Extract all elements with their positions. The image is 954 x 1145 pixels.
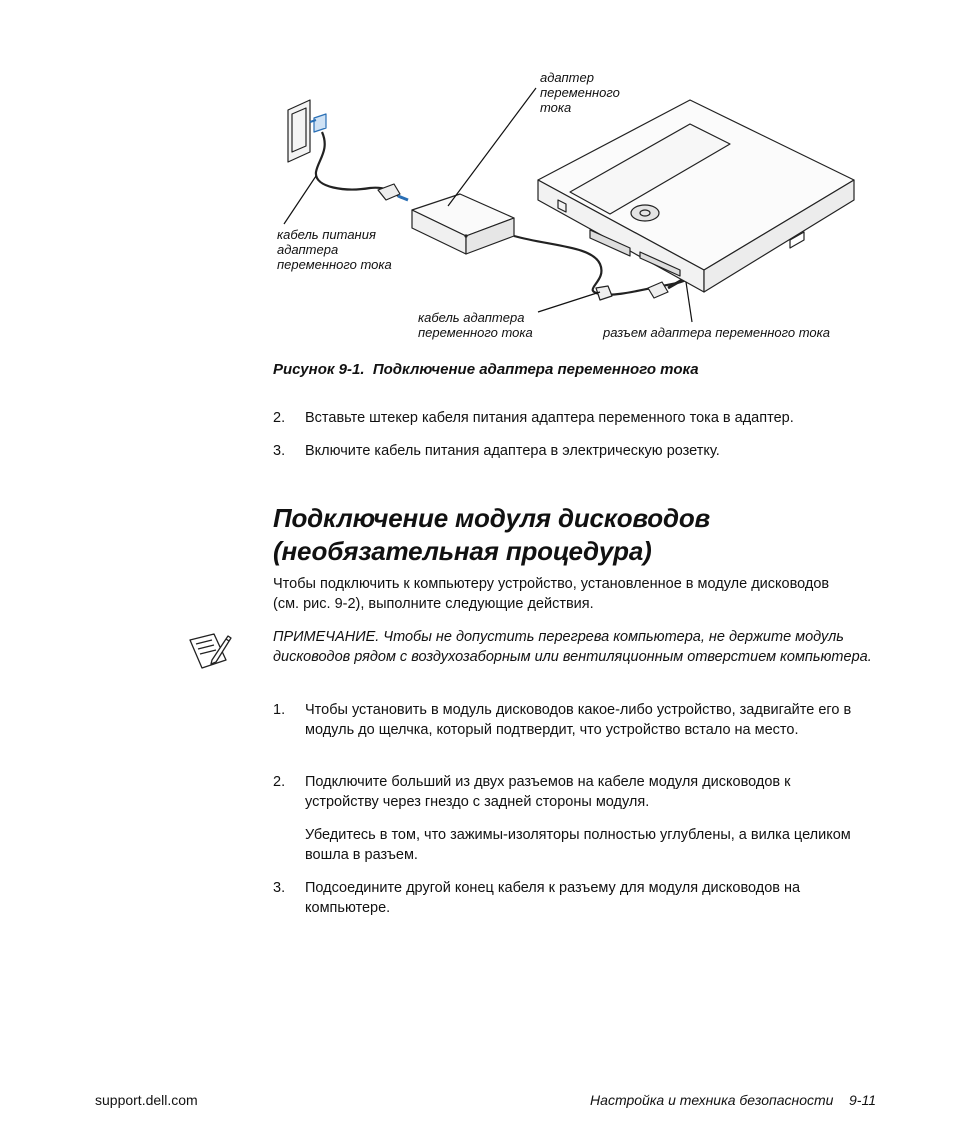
list-item [273,442,875,462]
list-item [273,701,865,740]
section-heading-line1: Подключение модуля дисководов [273,503,711,533]
note-pencil-icon [188,630,232,672]
laptop [538,100,854,292]
list-item [273,409,875,429]
step-text: Вставьте штекер кабеля питания адаптера переменного тока в адаптер. [305,410,794,426]
figure-caption: Рисунок 9-1. Подключение адаптера переменного тока [273,361,699,378]
callout-adapter-cable-line2: переменного тока [418,325,533,340]
footer-page-info: Настройка и техника безопасности 9-11 [590,1092,876,1108]
step-subtext: Убедитесь в том, что зажимы-изоляторы полностью углублены, а вилка целиком вошла в разъем. [305,827,851,863]
callout-power-cable-line3: переменного тока [277,257,392,272]
step-text: Чтобы установить в модуль дисководов какое-либо устройство, задвигайте его в модуль до щелчка, который подтвердит, что устройство встало на место. [305,702,852,738]
note-text: ПРИМЕЧАНИЕ. Чтобы не допустить перегрева компьютера, не держите модуль дисководов рядом с воздухозаборным или вентиляционным отверстием компьютера. [273,629,872,665]
step-text: Включите кабель питания адаптера в электрическую розетку. [305,443,720,459]
section-heading [273,502,710,568]
step-number: 1. [273,702,286,718]
callout-power-cable [277,227,392,272]
ac-adapter-brick [412,194,514,254]
callout-adapter-cable-line1: кабель адаптера [418,310,525,325]
step-number: 2. [273,774,286,790]
callout-ac-adapter-line1: адаптер [540,70,594,85]
section-intro: Чтобы подключить к компьютеру устройство, установленное в модуле дисководов (см. рис. 9-2), выполните следующие действия. [273,576,830,612]
step-text: Подсоедините другой конец кабеля к разъему для модуля дисководов на компьютере. [305,880,801,916]
step-content [305,773,865,865]
callout-ac-adapter [540,70,620,115]
callout-power-cable-line2: адаптера [277,242,339,257]
list-item [273,879,865,918]
callout-ac-adapter-line2: переменного [540,85,620,100]
step-number: 3. [273,880,286,896]
callout-ac-adapter-line3: тока [540,100,572,115]
callout-adapter-cable [418,310,533,340]
step-text: Подключите больший из двух разъемов на кабеле модуля дисководов к устройству через гнездо с задней стороны модуля. [305,774,791,810]
callout-adapter-connector: разъем адаптера переменного тока [603,325,831,340]
section-heading-line2: (необязательная процедура) [273,536,652,566]
step-number: 2. [273,410,286,426]
callout-power-cable-line1: кабель питания [277,227,376,242]
footer-site: support.dell.com [95,1092,198,1108]
step-number: 3. [273,443,286,459]
wall-outlet [288,100,326,162]
list-item [273,773,865,865]
